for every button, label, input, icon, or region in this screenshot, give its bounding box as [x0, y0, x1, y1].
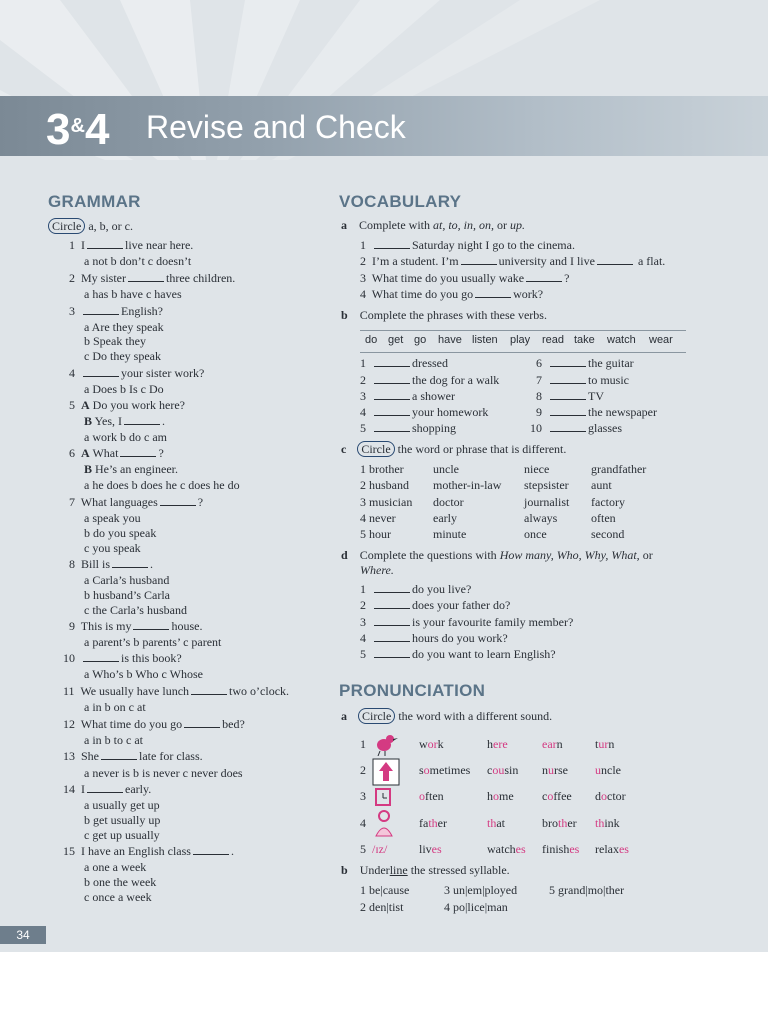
vocab-c-row-2-col-1: 2 husband	[360, 478, 409, 492]
verb-do: do	[365, 334, 378, 346]
pron-row-2-number: 2	[360, 763, 366, 777]
grammar-q14-option-b: b get usually up	[84, 813, 161, 827]
pron-row-3-number: 3	[360, 789, 366, 803]
vocab-c-row-1-col-2: uncle	[433, 462, 459, 476]
pron-row-4-word-1: father	[419, 816, 447, 830]
page-title: Revise and Check	[146, 109, 406, 145]
phonetic-symbol: /ɪz/	[372, 842, 388, 856]
vocab-b-item-2: 2 the dog for a walk	[360, 373, 500, 387]
grammar-q9-options: a parent’s b parents’ c parent	[84, 635, 222, 649]
grammar-q8-option-b: b husband’s Carla	[84, 588, 170, 602]
stress-item-3: 3 un|em|ployed	[444, 883, 518, 897]
grammar-q12: 12 What time do you go bed?	[63, 717, 245, 731]
grammar-q11: 11 We usually have lunch two o’clock.	[63, 684, 290, 698]
grammar-q13-options: a never is b is never c never does	[84, 766, 243, 780]
pron-row-5-label: 5 /ɪz/	[360, 842, 388, 856]
stress-item-5: 5 grand|mo|ther	[549, 883, 625, 897]
grammar-q7-option-c: c you speak	[84, 541, 141, 555]
grammar-q6-options: a he does b does he c does he do	[84, 478, 240, 492]
verb-listen: listen	[472, 334, 498, 346]
grammar-q7-option-a: a speak you	[84, 511, 141, 525]
vocab-a-item-4: 4 What time do you go work?	[360, 287, 544, 301]
grammar-q5: 5 A Do you work here?	[69, 398, 185, 412]
grammar-q15-option-c: c once a week	[84, 890, 152, 904]
pron-row-3-word-2: home	[487, 789, 514, 803]
grammar-q6: 6 A What ?	[69, 446, 164, 460]
grammar-q3: 3 English?	[69, 304, 163, 318]
verb-play: play	[510, 334, 531, 346]
pron-row-2-word-3: nurse	[542, 763, 568, 777]
stress-item-1: 1 be|cause	[360, 883, 410, 897]
grammar-q12-options: a in b to c at	[84, 733, 143, 747]
vocab-c-row-4-col-4: often	[591, 511, 616, 525]
grammar-q15-option-a: a one a week	[84, 860, 147, 874]
pron-row-5-word-3: finishes	[542, 842, 580, 856]
verb-have: have	[438, 334, 462, 346]
vocab-d-item-2: 2 does your father do?	[360, 598, 511, 612]
grammar-q13: 13 She late for class.	[63, 749, 203, 763]
grammar-q7-option-b: b do you speak	[84, 526, 157, 540]
verb-wear: wear	[649, 334, 673, 346]
vocab-c-row-3-col-3: journalist	[524, 495, 570, 509]
pron-a-instruction: a Circle the word with a different sound.	[341, 709, 553, 723]
vocab-b-item-9: 9 the newspaper	[536, 405, 657, 419]
pron-row-3-word-1: often	[419, 789, 444, 803]
vocab-b-item-4: 4 your homework	[360, 405, 489, 419]
vocab-c-instruction: c Circle the word or phrase that is different.	[341, 442, 567, 456]
vocab-c-row-1-col-1: 1 brother	[360, 462, 404, 476]
verb-go: go	[414, 334, 427, 346]
vocab-b-item-6: 6 the guitar	[536, 356, 634, 370]
pron-row-4-word-2: that	[487, 816, 506, 830]
pron-row-2-word-2: cousin	[487, 763, 519, 777]
vocab-d-instruction-cont: Where.	[360, 563, 394, 577]
pron-row-1-word-4: turn	[595, 737, 615, 751]
pron-row-3-word-3: coffee	[542, 789, 572, 803]
grammar-q4: 4 your sister work?	[69, 366, 205, 380]
grammar-q2-options: a has b have c haves	[84, 287, 182, 301]
grammar-q15: 15 I have an English class .	[63, 844, 234, 858]
pron-row-5-word-4: relaxes	[595, 842, 629, 856]
vocab-a-item-2: 2 I’m a student. I’m university and I live a flat.	[360, 254, 666, 268]
pron-row-5-word-2: watches	[487, 842, 526, 856]
vocab-d-item-4: 4 hours do you work?	[360, 631, 508, 645]
pron-row-1-word-1: work	[419, 737, 444, 751]
grammar-q10-options: a Who’s b Who c Whose	[84, 667, 203, 681]
verb-read: read	[542, 334, 565, 346]
vocab-b-item-7: 7 to music	[536, 373, 629, 387]
grammar-q11-options: a in b on c at	[84, 700, 146, 714]
vocab-b-instruction: b Complete the phrases with these verbs.	[341, 308, 547, 322]
pronunciation-heading: PRONUNCIATION	[339, 681, 486, 700]
vocab-b-item-10: 10 glasses	[530, 421, 622, 435]
verb-word-box	[360, 330, 686, 353]
vocab-c-row-1-col-4: grandfather	[591, 462, 647, 476]
vocab-c-row-2-col-4: aunt	[591, 478, 612, 492]
grammar-instruction	[52, 218, 133, 234]
grammar-q9: 9 This is my house.	[69, 619, 203, 633]
grammar-q5-options: a work b do c am	[84, 430, 167, 444]
stress-item-4: 4 po|lice|man	[444, 900, 508, 914]
vocab-d-instruction: d Complete the questions with How many, Who, Why, What, or	[341, 548, 653, 562]
grammar-q15-option-b: b one the week	[84, 875, 157, 889]
vocab-c-row-3-col-2: doctor	[433, 495, 464, 509]
circle-word: Circle	[48, 218, 85, 234]
vocab-c-row-2-col-3: stepsister	[524, 478, 569, 492]
vocab-c-row-3-col-1: 3 musician	[360, 495, 413, 509]
pron-row-5-word-1: lives	[419, 842, 442, 856]
grammar-q8-option-a: a Carla’s husband	[84, 573, 170, 587]
pron-row-2-word-4: uncle	[595, 763, 621, 777]
unit-number-first: 3	[46, 105, 70, 154]
vocab-c-row-1-col-3: niece	[524, 462, 550, 476]
vocab-c-row-5-col-4: second	[591, 527, 625, 541]
grammar-heading: GRAMMAR	[48, 192, 141, 211]
pron-row-1-word-2: here	[487, 737, 508, 751]
up-arrow-icon	[372, 758, 400, 786]
grammar-q14-option-c: c get up usually	[84, 828, 160, 842]
vocab-d-item-3: 3 is your favourite family member?	[360, 615, 574, 629]
bird-icon	[372, 730, 398, 756]
pron-row-4-word-4: think	[595, 816, 620, 830]
grammar-q10: 10 is this book?	[63, 651, 182, 665]
grammar-q14: 14 I early.	[63, 782, 152, 796]
vocab-c-row-2-col-2: mother-in-law	[433, 478, 502, 492]
vocab-c-row-5-col-3: once	[524, 527, 547, 541]
vocab-a-item-1: 1 Saturday night I go to the cinema.	[360, 238, 575, 252]
mother-icon	[372, 806, 396, 840]
grammar-q2: 2 My sister three children.	[69, 271, 236, 285]
verb-watch: watch	[607, 334, 636, 346]
page-number: 34	[0, 926, 46, 944]
grammar-q4-options: a Does b Is c Do	[84, 382, 164, 396]
pron-b-instruction: b Underline the stressed syllable.	[341, 863, 510, 877]
pron-row-1-word-3: earn	[542, 737, 563, 751]
pron-row-3-word-4: doctor	[595, 789, 626, 803]
grammar-q14-option-a: a usually get up	[84, 798, 160, 812]
page-margin	[0, 952, 768, 1024]
unit-ampersand: &	[70, 115, 84, 137]
vocabulary-heading: VOCABULARY	[339, 192, 462, 211]
vocab-c-row-5-col-1: 5 hour	[360, 527, 391, 541]
grammar-q8-option-c: c the Carla’s husband	[84, 603, 187, 617]
vocab-d-item-5: 5 do you want to learn English?	[360, 647, 556, 661]
grammar-q7: 7 What languages ?	[69, 495, 204, 509]
vocab-c-row-4-col-3: always	[524, 511, 558, 525]
pron-row-2-word-1: sometimes	[419, 763, 471, 777]
pron-row-1-number: 1	[360, 737, 366, 751]
instruction-text: a, b, or c.	[88, 219, 133, 233]
vocab-c-row-4-col-1: 4 never	[360, 511, 396, 525]
circle-word: Circle	[358, 708, 395, 724]
verb-get: get	[388, 334, 404, 346]
grammar-q1: 1 I live near here.	[69, 238, 194, 252]
circle-word: Circle	[357, 441, 394, 457]
unit-number	[46, 100, 108, 156]
vocab-d-item-1: 1 do you live?	[360, 582, 472, 596]
vocab-a-instruction: a Complete with at, to, in, on, or up.	[341, 218, 526, 232]
vocab-c-row-3-col-4: factory	[591, 495, 625, 509]
grammar-q3-option-c: c Do they speak	[84, 349, 161, 363]
grammar-q5-answer: B Yes, I .	[84, 414, 166, 428]
clock-icon	[372, 786, 394, 808]
vocab-b-item-5: 5 shopping	[360, 421, 457, 435]
pron-row-4-word-3: brother	[542, 816, 577, 830]
pron-row-4-number: 4	[360, 816, 366, 830]
vocab-a-item-3: 3 What time do you usually wake ?	[360, 271, 570, 285]
grammar-q6-answer: B He’s an engineer.	[84, 462, 178, 476]
verb-take: take	[574, 334, 595, 346]
stress-item-2: 2 den|tist	[360, 900, 404, 914]
unit-number-second: 4	[84, 105, 109, 154]
grammar-q3-option-a: a Are they speak	[84, 320, 164, 334]
vocab-b-item-1: 1 dressed	[360, 356, 448, 370]
grammar-q3-option-b: b Speak they	[84, 334, 146, 348]
vocab-c-row-4-col-2: early	[433, 511, 457, 525]
vocab-b-item-3: 3 a shower	[360, 389, 455, 403]
vocab-b-item-8: 8 TV	[536, 389, 604, 403]
vocab-c-row-5-col-2: minute	[433, 527, 467, 541]
grammar-q1-options: a not b don’t c doesn’t	[84, 254, 192, 268]
grammar-q8: 8 Bill is .	[69, 557, 154, 571]
